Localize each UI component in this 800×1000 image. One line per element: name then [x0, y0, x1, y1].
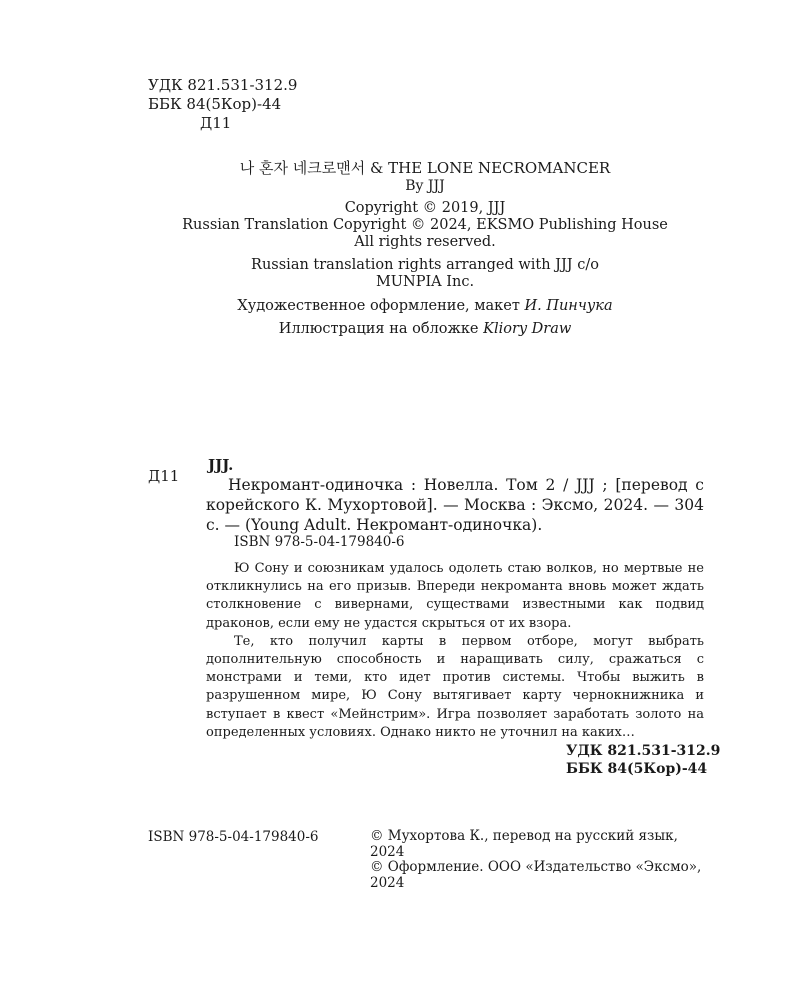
- rights-line-2: MUNPIA Inc.: [375, 274, 475, 290]
- annotation: [206, 560, 704, 742]
- bib-author: JJJ.: [208, 456, 234, 474]
- bib-description: [206, 475, 704, 535]
- illustration-credit-label: Иллюстрация на обложке: [278, 321, 484, 337]
- original-title: 나 혼자 네크로맨서 & THE LONE NECROMANCER: [239, 159, 611, 177]
- design-credit-name: И. Пинчука: [524, 298, 613, 314]
- design-credit-label: Художественное оформление, макет: [237, 298, 525, 314]
- bib-isbn: ISBN 978-5-04-179840-6: [234, 534, 405, 550]
- copyright-line-3: All rights reserved.: [354, 234, 496, 250]
- bib-author-mark: Д11: [148, 467, 180, 485]
- annotation-paragraph-2: Те, кто получил карты в первом отборе, могут выбрать дополнительную способность и наращивать силу, сражаться с монстрами и теми, кто идет против системы. Чтобы выжить в разрушенном мире, Ю Сону вытягивает карту чернокнижника и вступает в квест «Мейнстрим». Игра позволяет заработать золото на определенных условиях. Однако никто не уточнил на каких…: [206, 633, 704, 740]
- annotation-paragraph-1: Ю Сону и союзникам удалось одолеть стаю волков, но мертвые не откликнулись на его призыв. Впереди некроманта вновь может ждать столкновение с вивернами, существами известными как подвид драконов, если ему не удастся скрыться от их взора.: [206, 561, 704, 631]
- copyright-line-2: Russian Translation Copyright © 2024, EKSMO Publishing House: [182, 217, 668, 233]
- illustration-credit: [0, 321, 800, 338]
- copyright-bottom-line-2: © Оформление. ООО «Издательство «Эксмо», 2024: [370, 859, 702, 891]
- author-mark: Д11: [200, 114, 232, 132]
- bbk-code-bottom: ББК 84(5Кор)-44: [566, 761, 708, 777]
- udk-code-bottom: УДК 821.531-312.9: [566, 743, 721, 759]
- rights-line-1: Russian translation rights arranged with JJJ c/o: [251, 257, 599, 273]
- bib-description-text: Некромант-одиночка : Новелла. Том 2 / JJJ ; [перевод с корейского К. Мухортовой]. — Москва : Эксмо, 2024. — 304 с. — (Young Adult. Некромант-одиночка).: [206, 476, 704, 534]
- classification-bottom: [566, 742, 720, 778]
- by-line: By JJJ: [405, 178, 445, 194]
- illustration-credit-name: Kliory Draw: [483, 321, 572, 337]
- copyright-line-1: Copyright © 2019, JJJ: [344, 200, 506, 216]
- design-credit: [0, 298, 800, 315]
- copyright-bottom: [370, 829, 704, 891]
- copyright-bottom-line-1: © Мухортова К., перевод на русский язык, 2024: [370, 828, 678, 860]
- copyright-block: [0, 200, 800, 251]
- isbn-bottom: ISBN 978-5-04-179840-6: [148, 829, 319, 845]
- classification-block: [148, 76, 297, 133]
- bbk-code: ББК 84(5Кор)-44: [148, 95, 282, 113]
- udk-code: УДК 821.531-312.9: [148, 76, 298, 94]
- rights-block: [0, 257, 800, 291]
